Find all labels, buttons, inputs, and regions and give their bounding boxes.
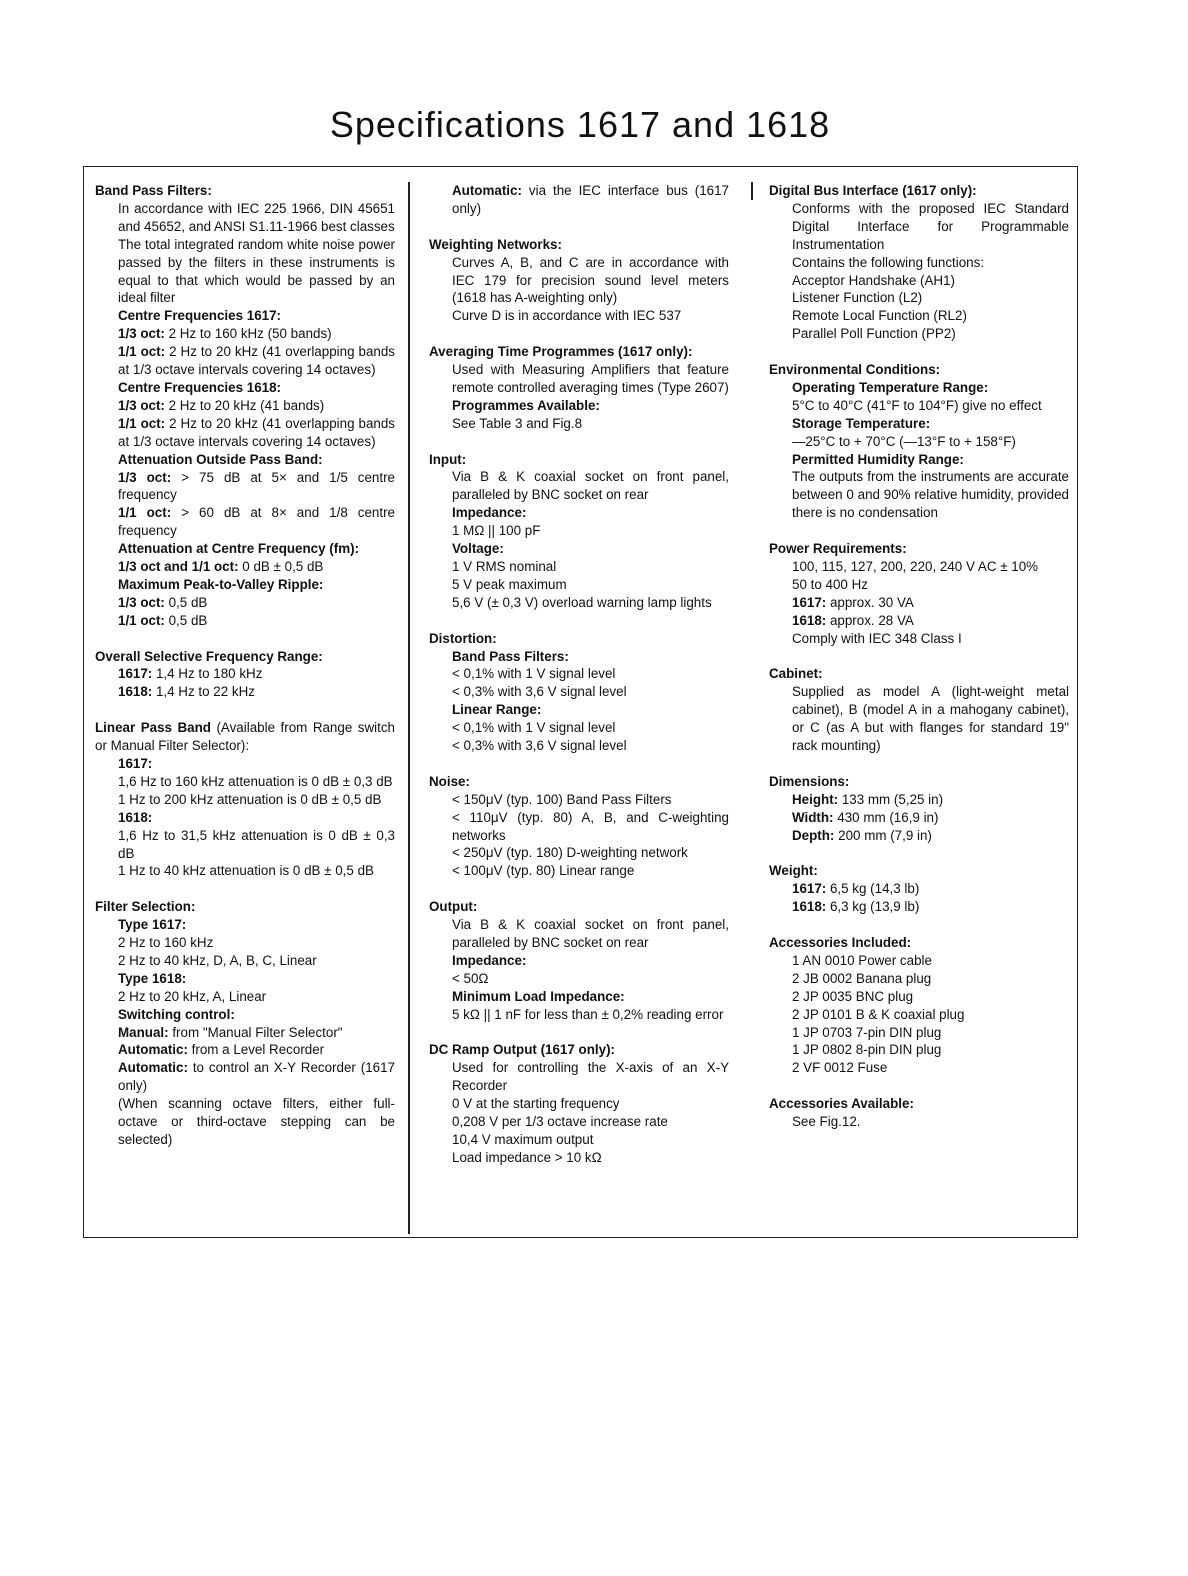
spec-value: < 150μV (typ. 100) Band Pass Filters [452,791,672,807]
spec-line [429,809,729,845]
spec-section [429,236,729,326]
spec-value: 2 Hz to 40 kHz, D, A, B, C, Linear [118,952,317,968]
spec-section [769,1095,1069,1131]
page-title: Specifications 1617 and 1618 [329,104,831,145]
spec-line [429,648,729,666]
section-heading [429,773,729,791]
section-heading [769,1095,1069,1113]
spec-value: Conforms with the proposed IEC Standard Digital Interface for Programmable Instrumentation [792,200,1069,252]
spec-label: Attenuation at Centre Frequency (fm): [118,541,360,557]
spec-label: 1618: [792,899,827,915]
spec-line [429,916,729,952]
spec-label: Programmes Available: [452,397,600,413]
spec-label: Automatic: [452,183,522,198]
spec-value: 6,3 kg (13,9 lb) [826,899,920,915]
spec-line [95,1041,395,1059]
spec-value: 10,4 V maximum output [452,1131,594,1147]
section-heading [769,182,1069,200]
section-heading [769,934,1069,952]
spec-line [95,307,395,325]
spec-value: 1,4 Hz to 22 kHz [152,684,255,700]
spec-value: 2 Hz to 20 kHz (41 overlapping bands at 1/3 octave intervals covering 14 octaves) [118,415,395,449]
section-heading [429,630,729,648]
spec-value: 430 mm (16,9 in) [833,809,939,825]
spec-line [769,612,1069,630]
spec-label: Type 1617: [118,917,187,933]
spec-line [429,1095,729,1113]
spec-value: to control an X-Y Recorder (1617 only) [118,1060,395,1094]
spec-value: approx. 28 VA [826,612,914,628]
spec-line [95,379,395,397]
spec-value: approx. 30 VA [826,594,914,610]
spec-value: > 75 dB at 5× and 1/5 centre frequency [118,469,395,503]
spec-line [429,1131,729,1149]
spec-line [429,1059,729,1095]
spec-line [95,504,395,540]
spec-value: 2 JB 0002 Banana plug [792,970,932,986]
spec-value: Used for controlling the X-axis of an X-Y Recorder [452,1060,729,1094]
spec-value: Acceptor Handshake (AH1) [792,272,955,288]
section-heading [95,648,395,666]
section-heading [429,343,729,361]
section-heading [95,898,395,916]
spec-line [769,594,1069,612]
spec-value: Contains the following functions: [792,254,985,270]
spec-value: See Table 3 and Fig.8 [452,415,583,431]
spec-line [769,791,1069,809]
section-heading-text: Environmental Conditions: [769,362,941,378]
section-heading-text: Accessories Available: [769,1096,914,1112]
spec-label: 1/3 oct: [118,326,165,342]
spec-section [769,540,1069,647]
spec-value: Listener Function (L2) [792,290,923,306]
spec-value: 2 Hz to 20 kHz (41 bands) [164,397,325,413]
section-heading-text: Accessories Included: [769,934,912,950]
spec-label: Impedance: [452,952,527,968]
spec-line [429,719,729,737]
spec-line [769,272,1069,290]
spec-label: Depth: [792,827,835,843]
section-heading-text: Filter Selection: [95,899,196,915]
spec-value: The outputs from the instruments are accurate between 0 and 90% relative humidity, provided there is no condensation [792,469,1069,521]
spec-line [429,844,729,862]
spec-value: The total integrated random white noise power passed by the filters in these instruments is equal to that which would be passed by an ideal filter [118,236,395,306]
spec-line [769,952,1069,970]
spec-line [95,952,395,970]
spec-section [769,934,1069,1077]
spec-label: 1618: [118,684,153,700]
spec-line [769,576,1069,594]
spec-section [429,451,729,612]
spec-section [769,862,1069,916]
spec-value: 6,5 kg (14,3 lb) [826,881,920,897]
spec-section [769,361,1069,522]
spec-line [95,325,395,343]
spec-value: Via B & K coaxial socket on front panel, paralleled by BNC socket on rear [452,917,729,950]
spec-label: 1/1 oct: [118,344,166,360]
spec-value: < 0,3% with 3,6 V signal level [452,684,627,700]
spec-line [95,827,395,863]
spec-line [429,701,729,719]
spec-line [95,540,395,558]
spec-line [769,898,1069,916]
spec-line [769,254,1069,272]
spec-label: Minimum Load Impedance: [452,988,625,1004]
spec-line [769,289,1069,307]
spec-label: Operating Temperature Range: [792,379,989,395]
section-heading-text: Input: [429,451,467,467]
spec-line [769,397,1069,415]
spec-label: 1617: [792,881,827,897]
spec-label: 1617: [118,666,153,682]
spec-value: < 0,1% with 1 V signal level [452,666,616,682]
spec-label: Type 1618: [118,970,187,986]
spec-value: 2 JP 0101 B & K coaxial plug [792,1006,965,1022]
spec-label: Impedance: [452,505,527,521]
spec-line [769,988,1069,1006]
spec-line [429,468,729,504]
spec-label: Height: [792,791,839,807]
spec-section [769,773,1069,845]
spec-value: < 250μV (typ. 180) D-weighting network [452,845,688,861]
spec-value: Remote Local Function (RL2) [792,308,967,324]
spec-line [769,1024,1069,1042]
section-heading-text: Averaging Time Programmes (1617 only): [429,344,693,360]
section-heading [769,361,1069,379]
spec-value: 1,6 Hz to 31,5 kHz attenuation is 0 dB ± 0,3 dB [118,827,395,861]
spec-line [95,862,395,880]
spec-line [429,970,729,988]
spec-line [769,1041,1069,1059]
spec-line [95,683,395,701]
section-heading-note: (Available from Range switch or Manual Filter Selector): [95,720,395,754]
section-heading-text: Noise: [429,773,470,789]
spec-value: 1,6 Hz to 160 kHz attenuation is 0 dB ± 0,3 dB [118,773,393,789]
spec-value: 1 AN 0010 Power cable [792,952,932,968]
section-heading-text: Dimensions: [769,773,850,789]
spec-label: Centre Frequencies 1618: [118,379,281,395]
spec-line [769,683,1069,755]
spec-line [429,361,729,397]
spec-value: < 0,1% with 1 V signal level [452,720,616,736]
spec-label: Width: [792,809,834,825]
spec-label: Switching control: [118,1006,235,1022]
section-heading-text: Weight: [769,863,818,879]
spec-line [95,558,395,576]
spec-label: Manual: [118,1024,169,1040]
spec-line [429,576,729,594]
spec-value: 1 V RMS nominal [452,558,557,574]
spec-line [429,862,729,880]
spec-section [429,343,729,433]
spec-value: Supplied as model A (light-weight metal cabinet), B (model A in a mahogany cabinet), or C (as A but with flanges for standard 19" rack mounting) [792,684,1069,754]
section-heading-text: Power Requirements: [769,541,907,557]
section-heading-text: Weighting Networks: [429,236,562,252]
spec-section [95,648,395,702]
spec-section [95,182,395,630]
spec-line [769,1113,1069,1131]
spec-line [95,576,395,594]
spec-value: 5°C to 40°C (41°F to 104°F) give no effect [792,397,1042,413]
spec-label: Automatic: [118,1042,188,1058]
spec-line [95,916,395,934]
spec-value: Comply with IEC 348 Class I [792,630,962,646]
spec-line [95,934,395,952]
section-heading-text: Linear Pass Band [95,720,211,736]
spec-section [769,182,1069,343]
spec-line [95,451,395,469]
spec-line [95,236,395,308]
spec-section [429,630,729,755]
spec-line [769,379,1069,397]
spec-line [95,773,395,791]
spec-section [429,898,729,1023]
spec-line [429,594,729,612]
spec-line [769,880,1069,898]
spec-label: 1/3 oct: [118,469,172,485]
spec-line [95,343,395,379]
spec-value: > 60 dB at 8× and 1/8 centre frequency [118,505,395,539]
spec-label: Permitted Humidity Range: [792,451,964,467]
spec-label: Voltage: [452,541,504,557]
spec-line [769,415,1069,433]
spec-value: 0,5 dB [164,594,208,610]
spec-line [769,325,1069,343]
section-heading-text: Distortion: [429,630,497,646]
spec-line [95,397,395,415]
spec-label: 1618: [792,612,827,628]
spec-value: Parallel Poll Function (PP2) [792,326,956,342]
spec-label: Automatic: [118,1060,188,1076]
spec-value: 2 VF 0012 Fuse [792,1060,888,1076]
section-heading [769,862,1069,880]
spec-label: Band Pass Filters: [452,648,569,664]
spec-value: 5 kΩ || 1 nF for less than ± 0,2% reading error [452,1006,724,1022]
spec-value: 1,4 Hz to 180 kHz [152,666,263,682]
spec-line [769,200,1069,254]
spec-line [429,182,729,218]
section-heading-text: Overall Selective Frequency Range: [95,648,323,664]
spec-value: < 0,3% with 3,6 V signal level [452,738,627,754]
spec-value: Curves A, B, and C are in accordance with IEC 179 for precision sound level meters (1618 has A-weighting only) [452,254,729,306]
spec-value: 5 V peak maximum [452,576,567,592]
spec-value: 133 mm (5,25 in) [838,791,944,807]
section-heading-text: DC Ramp Output (1617 only): [429,1042,615,1058]
spec-label: Maximum Peak-to-Valley Ripple: [118,576,324,592]
spec-section [429,773,729,880]
spec-value: 0 V at the starting frequency [452,1096,620,1112]
spec-value: via the IEC interface bus (1617 only) [452,183,729,216]
spec-section [429,1041,729,1166]
spec-line [769,970,1069,988]
section-heading [429,236,729,254]
spec-label: Linear Range: [452,702,542,718]
spec-value: from "Manual Filter Selector" [168,1024,343,1040]
spec-line [429,1149,729,1167]
section-heading-text: Cabinet: [769,666,823,682]
spec-column-2 [429,182,729,1185]
section-heading-text: Digital Bus Interface (1617 only): [769,183,977,198]
spec-line [429,254,729,308]
spec-value: 200 mm (7,9 in) [834,827,932,843]
column-divider-short [751,182,753,200]
spec-value: 2 JP 0035 BNC plug [792,988,914,1004]
spec-label: 1/1 oct: [118,505,172,521]
spec-line [95,665,395,683]
spec-line [429,683,729,701]
spec-line [95,1006,395,1024]
spec-value: 5,6 V (± 0,3 V) overload warning lamp lights [452,594,712,610]
spec-label: 1618: [118,809,153,825]
spec-value: 1 JP 0802 8-pin DIN plug [792,1042,942,1058]
spec-value: 0 dB ± 0,5 dB [238,559,324,575]
spec-line [429,307,729,325]
section-heading [429,898,729,916]
spec-line [429,952,729,970]
spec-value: from a Level Recorder [187,1042,325,1058]
spec-line [769,827,1069,845]
spec-value: 2 Hz to 20 kHz (41 overlapping bands at 1/3 octave intervals covering 14 octaves) [118,344,395,378]
spec-label: 1/1 oct: [118,415,166,431]
section-heading-text: Band Pass Filters: [95,183,212,198]
spec-line [769,468,1069,522]
spec-line [429,988,729,1006]
spec-column-3 [769,182,1069,1149]
spec-column-1 [95,182,395,1167]
spec-line [95,612,395,630]
spec-value: 1 Hz to 200 kHz attenuation is 0 dB ± 0,5 dB [118,791,382,807]
spec-line [769,433,1069,451]
spec-value: In accordance with IEC 225 1966, DIN 45651 and 45652, and ANSI S1.11-1966 best classes [118,200,395,234]
spec-line [95,594,395,612]
spec-label: 1617: [118,755,153,771]
spec-line [769,558,1069,576]
spec-line [95,1095,395,1149]
spec-line [429,737,729,755]
spec-value: 50 to 400 Hz [792,576,868,592]
spec-label: 1/3 oct: [118,397,165,413]
spec-section [95,898,395,1149]
spec-value: 2 Hz to 20 kHz, A, Linear [118,988,267,1004]
spec-line [429,540,729,558]
spec-value: 1 MΩ || 100 pF [452,523,541,539]
section-heading [95,719,395,755]
section-heading-text: Output: [429,899,478,915]
spec-line [769,451,1069,469]
spec-line [429,791,729,809]
spec-label: Centre Frequencies 1617: [118,308,281,324]
spec-value: See Fig.12. [792,1114,861,1130]
spec-value: Used with Measuring Amplifiers that feature remote controlled averaging times (Type 2607) [452,362,729,395]
section-heading [769,540,1069,558]
spec-line [95,809,395,827]
spec-line [95,1024,395,1042]
spec-line [429,504,729,522]
spec-line [429,415,729,433]
spec-line [95,791,395,809]
section-heading [769,773,1069,791]
spec-value: 0,208 V per 1/3 octave increase rate [452,1114,668,1130]
spec-value: 1 JP 0703 7-pin DIN plug [792,1024,942,1040]
spec-line [769,307,1069,325]
spec-line [95,469,395,505]
spec-value: Via B & K coaxial socket on front panel, paralleled by BNC socket on rear [452,469,729,503]
spec-line [429,558,729,576]
spec-value: < 50Ω [452,970,489,986]
spec-label: Storage Temperature: [792,415,931,431]
spec-label: 1/3 oct: [118,594,165,610]
section-heading [429,1041,729,1059]
spec-line [769,1006,1069,1024]
spec-line [95,200,395,236]
spec-section [95,719,395,880]
spec-line [95,1059,395,1095]
spec-line [95,415,395,451]
spec-line [429,1113,729,1131]
spec-section [769,665,1069,755]
section-heading [95,182,395,200]
spec-value: < 100μV (typ. 80) Linear range [452,863,635,879]
spec-value: < 110μV (typ. 80) A, B, and C-weighting networks [452,809,729,843]
spec-value: —25°C to + 70°C (—13°F to + 158°F) [792,433,1016,449]
spec-line [769,630,1069,648]
spec-value: (When scanning octave filters, either full-octave or third-octave stepping can be selected) [118,1096,395,1147]
spec-value: Load impedance > 10 kΩ [452,1149,602,1165]
spec-label: 1/1 oct: [118,612,165,628]
spec-line [429,522,729,540]
section-heading [769,665,1069,683]
spec-line [769,1059,1069,1077]
spec-label: 1/3 oct and 1/1 oct: [118,559,239,575]
spec-line [95,970,395,988]
spec-line [95,755,395,773]
spec-line [429,665,729,683]
section-heading [429,451,729,469]
spec-value: 1 Hz to 40 kHz attenuation is 0 dB ± 0,5 dB [118,863,374,879]
column-divider [408,182,410,1234]
spec-value: 2 Hz to 160 kHz (50 bands) [164,326,332,342]
spec-line [429,1006,729,1024]
spec-value: Curve D is in accordance with IEC 537 [452,308,682,324]
spec-value: 0,5 dB [164,612,208,628]
spec-value: 2 Hz to 160 kHz [118,935,214,951]
spec-label: Attenuation Outside Pass Band: [118,451,323,467]
spec-line [95,988,395,1006]
spec-label: 1617: [792,594,827,610]
spec-value: 100, 115, 127, 200, 220, 240 V AC ± 10% [792,559,1039,574]
spec-line [429,397,729,415]
spec-line [769,809,1069,827]
spec-section [429,182,729,218]
